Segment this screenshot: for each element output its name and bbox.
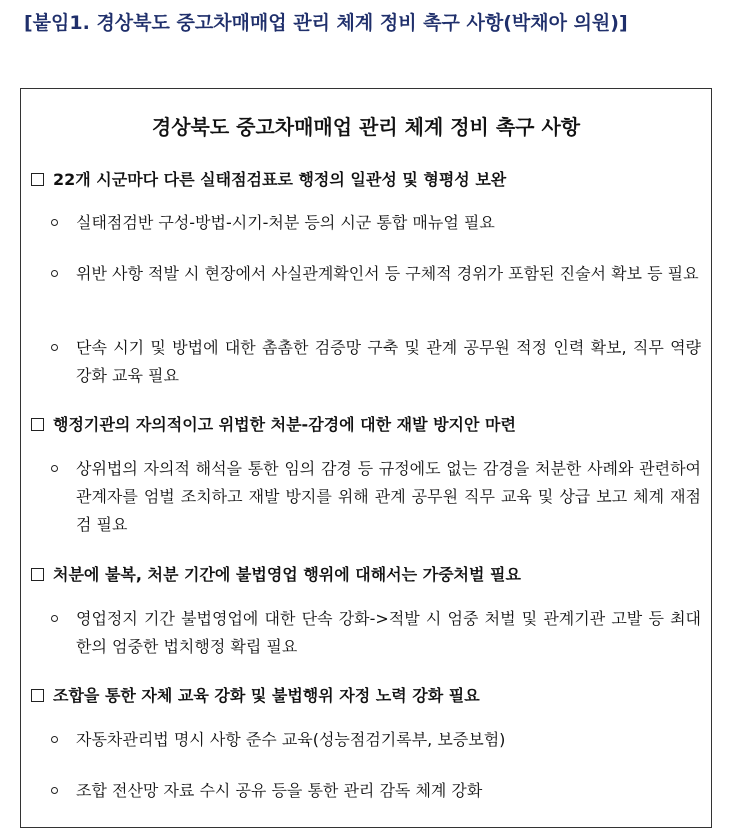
circle-bullet-icon — [51, 260, 71, 288]
square-bullet-icon — [31, 568, 44, 581]
circle-bullet-icon — [51, 605, 71, 633]
section-heading-1: 22개 시군마다 다른 실태점검표로 행정의 일관성 및 형평성 보완 — [31, 167, 506, 190]
list-item: 조합 전산망 자료 수시 공유 등을 통한 관리 감독 체계 강화 — [51, 777, 701, 805]
circle-bullet-icon — [51, 777, 71, 805]
circle-bullet-icon — [51, 209, 71, 237]
circle-bullet-icon — [51, 334, 71, 362]
content-box — [20, 88, 712, 828]
list-item: 영업정지 기간 불법영업에 대한 단속 강화->적발 시 엄중 처벌 및 관계기관 고발 등 최대한의 엄중한 법치행정 확립 필요 — [51, 605, 701, 661]
square-bullet-icon — [31, 689, 44, 702]
list-item: 위반 사항 적발 시 현장에서 사실관계확인서 등 구체적 경위가 포함된 진술서 확보 등 필요 — [51, 260, 701, 288]
circle-bullet-icon — [51, 455, 71, 483]
document-header: [붙임1. 경상북도 중고차매매업 관리 체계 정비 촉구 사항(박채아 의원)] — [24, 12, 628, 34]
section-heading-4: 조합을 통한 자체 교육 강화 및 불법행위 자정 노력 강화 필요 — [31, 683, 480, 706]
section-heading-2: 행정기관의 자의적이고 위법한 처분-감경에 대한 재발 방지안 마련 — [31, 412, 516, 435]
list-item: 상위법의 자의적 해석을 통한 임의 감경 등 규정에도 없는 감경을 처분한 사례와 관련하여 관계자를 엄벌 조치하고 재발 방지를 위해 관계 공무원 직무 교육 및 상급 보고 체계 재점검 필요 — [51, 455, 701, 539]
square-bullet-icon — [31, 173, 44, 186]
square-bullet-icon — [31, 418, 44, 431]
list-item: 단속 시기 및 방법에 대한 촘촘한 검증망 구축 및 관계 공무원 적정 인력 확보, 직무 역량 강화 교육 필요 — [51, 334, 701, 390]
box-title: 경상북도 중고차매매업 관리 체계 정비 촉구 사항 — [151, 115, 581, 139]
circle-bullet-icon — [51, 726, 71, 754]
section-heading-3: 처분에 불복, 처분 기간에 불법영업 행위에 대해서는 가중처벌 필요 — [31, 562, 521, 585]
list-item: 자동차관리법 명시 사항 준수 교육(성능점검기록부, 보증보험) — [51, 726, 701, 754]
list-item: 실태점검반 구성-방법-시기-처분 등의 시군 통합 매뉴얼 필요 — [51, 209, 701, 237]
